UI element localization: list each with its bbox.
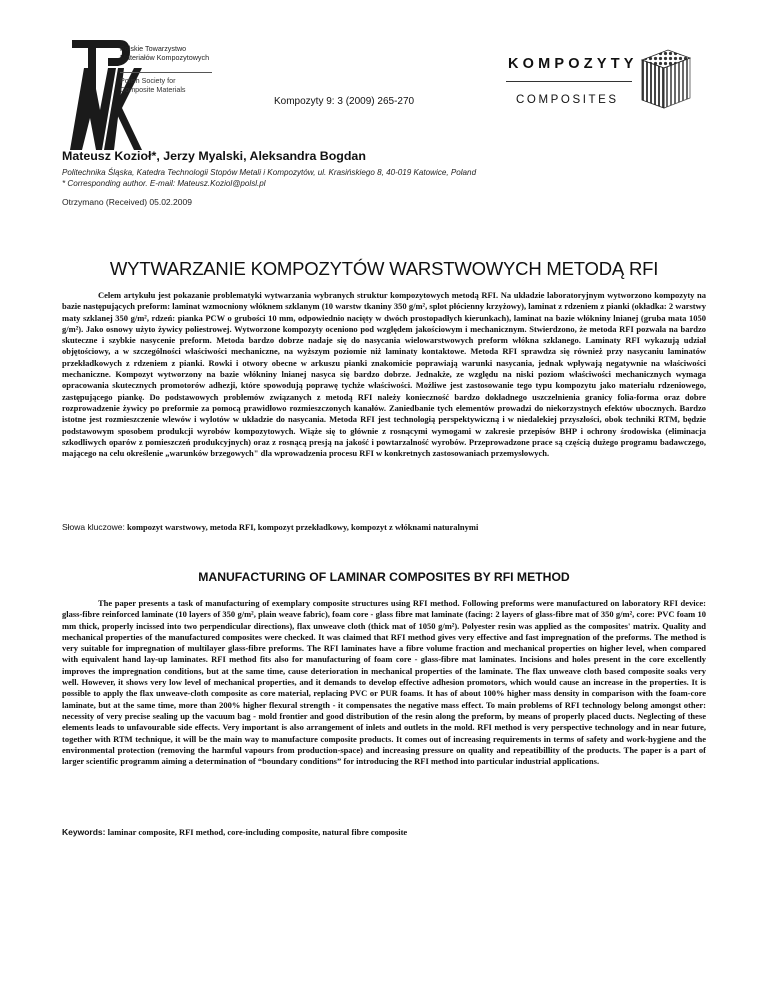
keywords-label: Słowa kluczowe:: [62, 522, 125, 532]
logo-divider: [120, 72, 212, 73]
keywords-values: kompozyt warstwowy, metoda RFI, kompozyt przekładkowy, kompozyt z włóknami naturalnymi: [126, 522, 479, 532]
abstract-pl: Celem artykułu jest pokazanie problematyki wytwarzania wybranych struktur kompozytowych metodą RFI. Na układzie laboratoryjnym wytworzono kompozyty na bazie następujących preform: laminat wzmocniony włóknem szklanym (10 warstw tkaniny 350 g/m², splot płócienny krzyżowy), laminat z rdzeniem z pianki (okładka: 2 warstwy maty szklanej 350 g/m², rdzeń: pianka PCW o grubości 10 mm, odpowiednio nacięty w dwóch prostopadłych kierunkach), laminat na bazie włókniny lnianej (gruba mata 1050 g/m²). Jako osnowy użyto żywicy poliestrowej. Wytworzone kompozyty oceniono pod względem jakościowym i mechanicznym. Stwierdzono, że metoda RFI pozwala na bardzo skuteczne i szybkie nasycenie preform. Metoda bardzo dobrze nadaje się do nasycania wielowarstwowych preform włókna szklanego. Laminaty RFI wykazują udział objętościowy, a w szczególności właściwości mechaniczne, na wyższym poziomie niż laminaty kontaktowe. Metoda RFI sprawdza się również przy nasycaniu laminatów przekładkowych z rdzeniem z pianki. Rowki i otwory obecne w arkuszu pianki znakomicie poprawiają warunki nasycania, jednak wpływają negatywnie na właściwości mechaniczne. Kompozyt wytworzony na bazie włókniny lnianej nasyca się bardzo dobrze. Jednakże, ze względu na niski poziom właściwości mechanicznych wymaga opracowania skutecznych promotorów adhezji, które spowodują poprawę tychże właściwości. Możliwe jest zastosowanie tego typu kompozytu jako materiału rdzeniowego, zastępującego piankę. Do podstawowych problemów związanych z metodą RFI należy konieczność bardzo dokładnego uszczelnienia granicy folia-forma oraz dobre rozprowadzenie żywicy po preformie za pomocą prawidłowo rozmieszczonych kanałów. Zaniedbanie tych elementów prowadzi do niekorzystnych efektów ubocznych. Bardzo istotne jest rozmieszczenie wlewów i wylotów w układzie do nasycania. Metoda RFI jest technologią perspektywiczną i w niedalekiej przyszłości, obok techniki RTM, będzie podstawowym sposobem produkcji wyrobów kompozytowych. Wiąże się to głównie z rosnącymi wymogami w zakresie przepisów BHP i ochrony środowiska (eliminacja szkodliwych oparów z pomieszczeń produkcyjnych) oraz z rosnącą presją na jakość i powtarzalność wyrobów. Przeprowadzone prace są częścią dużego programu badawczego, mającego na celu określenie „warunków brzegowych" dla wprowadzenia procesu RFI w konkretnych zastosowaniach przemysłowych.: [62, 290, 706, 459]
journal-brand-en: COMPOSITES: [516, 94, 619, 106]
title-en: MANUFACTURING OF LAMINAR COMPOSITES BY RFI METHOD: [198, 570, 570, 584]
title-pl: WYTWARZANIE KOMPOZYTÓW WARSTWOWYCH METODĄ RFI: [109, 258, 659, 279]
keywords-label: Keywords:: [62, 827, 106, 837]
keywords-en: [62, 827, 706, 838]
keywords-values: laminar composite, RFI method, core-including composite, natural fibre composite: [107, 827, 408, 837]
keywords-pl: [62, 522, 706, 533]
corresponding-author: * Corresponding author. E-mail: Mateusz.Koziol@polsl.pl: [62, 179, 266, 188]
brand-divider: [506, 81, 632, 82]
society-name-pl: Polskie Towarzystwo Materiałów Kompozytowych: [120, 44, 210, 62]
abstract-en: The paper presents a task of manufacturing of exemplary composite structures using RFI method. Following preforms were manufactured on laboratory RFI device: glass-fibre reinforced laminate (10 layers of 350 g/m², plain weave fabric), foam core - glass fibre mat laminate (facing: 2 layers of glass-fibre mat of 350 g/m², core: PVC foam 10 mm thick, properly incissed into two perpendicular directions), flax unweave cloth (thick mat of 1050 g/m²). Polyester resin was applied as the composites' matrix. Quality and mechanical properties of the manufactured composites were checked. It was claimed that RFI method gives very effective and fast impregnation of the preforms. The method is very suitable for impregnation of multilayer glass-fibre preforms. The RFI laminates have a fibre volume fraction and mechanical properties on higher level, when compared with equivalent hand lay-up laminates. RFI method fits also for manufacturing of foam core - glass-fibre mat laminates. Incisions and holes present in the core excellently improves the impregnation conditions, but at the same time, cause deterioration in mechanical properties of the laminate. The flax unweave cloth based composite soaks very well. However, it shows very low level of mechanical properties, and it demands to develop effective adhesion promotors, which would cause an increase in the properties. It is possible to apply the flax unweave-cloth composite as core material, replacing PVC or PUR foams. It has of about 100% higher mass density in comparison with the foam-core laminate, but at the same time, more than 200% higher flexural strength - it compensates the negative mass effect. To main problems of RFI technology belong amongst other: necessity of very precise sealing up the vacuum bag - mold frontier and good distribution of the resin along the preform, by means of properly placed ducts. Neglecting of these elements leads to unfavourable side effects. Very important is also arrangement of inlets and outlets in the mold. RFI method is very perspective technology and in near future, together with RTM technique, it will be the main way to manufacture composite products. It comes out of increasing requirements in terms of safety and work-hygiene and the environmental protection (removing the harmful vapours from production-space) and increasing pressure on quality and repeatibillity of the products. The paper is a part of larger scientific programm aiming a determination of “boundary conditions” for introducing the RFI method into particular industrial applications.: [62, 598, 706, 767]
society-name-en: Polish Society for Composite Materials: [120, 76, 186, 94]
journal-reference: Kompozyty 9: 3 (2009) 265-270: [274, 96, 415, 107]
received-date: Otrzymano (Received) 05.02.2009: [62, 197, 192, 207]
authors: Mateusz Kozioł*, Jerzy Myalski, Aleksandra Bogdan: [62, 149, 366, 163]
journal-brand-pl: KOMPOZYTY: [508, 56, 638, 72]
affiliation: Politechnika Śląska, Katedra Technologii Stopów Metali i Kompozytów, ul. Krasińskiego 8, 40-019 Katowice, Poland: [62, 168, 477, 177]
fibre-cube-icon: [638, 46, 694, 110]
